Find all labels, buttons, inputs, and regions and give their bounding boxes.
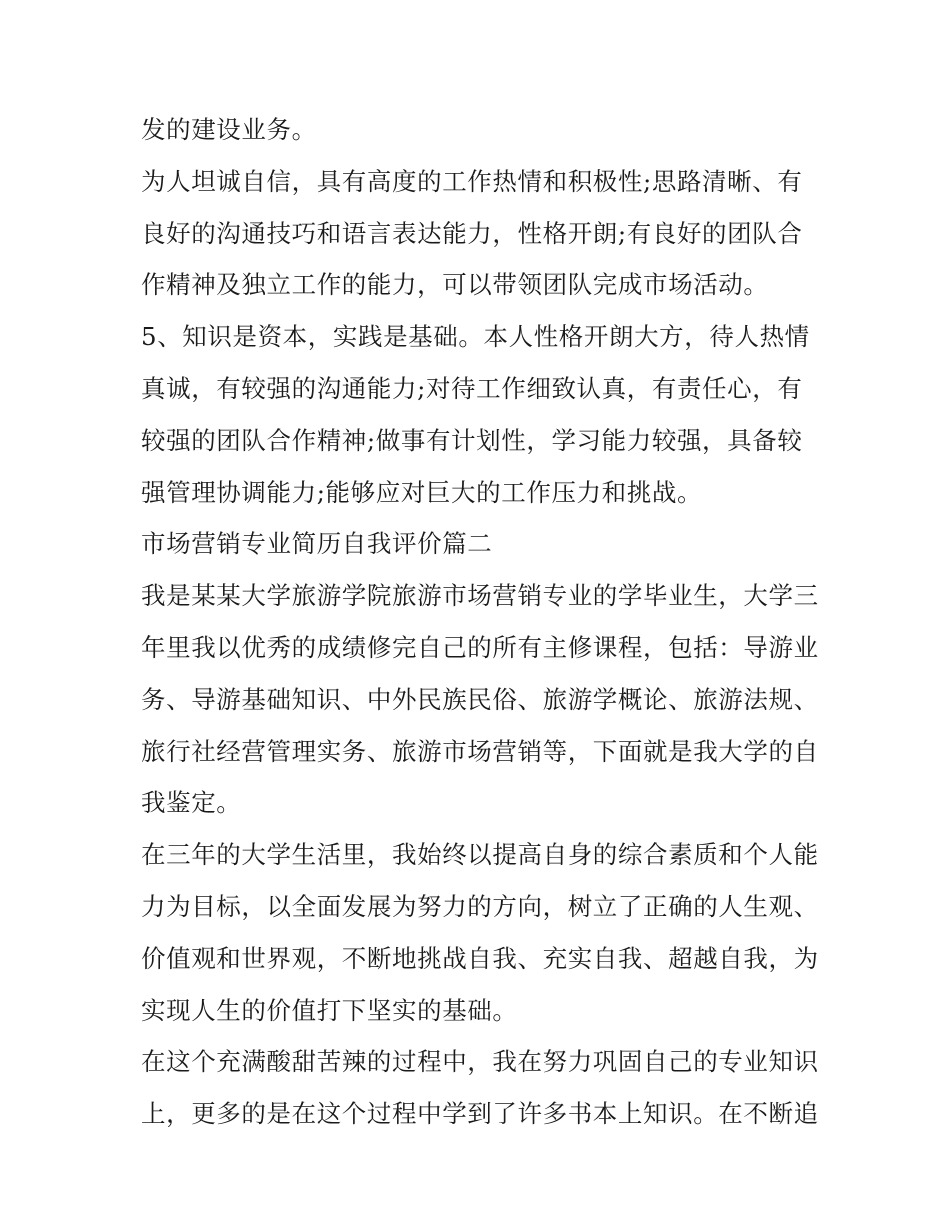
text-line: 价值观和世界观，不断地挑战自我、充实自我、超越自我，为 [141,943,819,973]
text-line: 力为目标，以全面发展为努力的方向，树立了正确的人生观、 [141,891,819,921]
text-line: 真诚，有较强的沟通能力;对待工作细致认真，有责任心，有 [141,373,803,403]
text-line: 在三年的大学生活里，我始终以提高自身的综合素质和个人能 [141,840,819,870]
text-line: 为人坦诚自信，具有高度的工作热情和积极性;思路清晰、有 [141,166,803,196]
section-heading: 市场营销专业简历自我评价篇二 [141,529,493,559]
text-line: 在这个充满酸甜苦辣的过程中，我在努力巩固自己的专业知识 [141,1047,819,1077]
text-line: 较强的团队合作精神;做事有计划性，学习能力较强，具备较 [141,425,803,455]
text-line: 我是某某大学旅游学院旅游市场营销专业的学毕业生，大学三 [141,581,819,611]
text-line: 良好的沟通技巧和语言表达能力，性格开朗;有良好的团队合 [141,218,803,248]
text-line: 发的建设业务。 [141,115,317,144]
document-body [141,104,821,1140]
text-line: 作精神及独立工作的能力，可以带领团队完成市场活动。 [141,270,769,300]
text-line: 我鉴定。 [141,788,242,818]
text-line: 强管理协调能力;能够应对巨大的工作压力和挑战。 [141,477,703,507]
text-line: 实现人生的价值打下坚实的基础。 [141,995,518,1025]
text-line: 旅行社经营管理实务、旅游市场营销等，下面就是我大学的自 [141,736,819,766]
text-line: 上，更多的是在这个过程中学到了许多书本上知识。在不断追 [141,1099,819,1129]
text-line: 年里我以优秀的成绩修完自己的所有主修课程，包括：导游业 [141,632,819,662]
text-line: 5、知识是资本，实践是基础。本人性格开朗大方，待人热情 [141,322,810,352]
text-line: 务、导游基础知识、中外民族民俗、旅游学概论、旅游法规、 [141,684,819,714]
